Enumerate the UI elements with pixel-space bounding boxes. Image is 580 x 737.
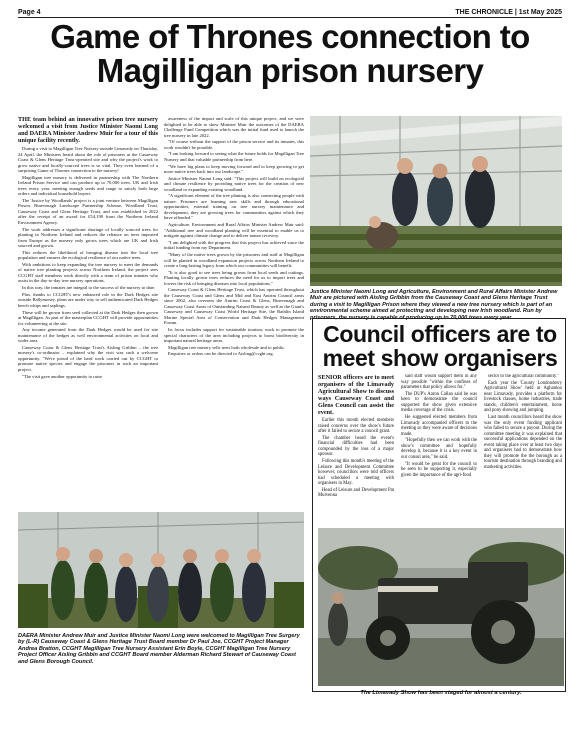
show-story-paragraph: "Hopefully then we can work with the show's committee and hopefully develop it, because it is a key event in our consul area," he said. <box>401 438 477 460</box>
masthead: THE CHRONICLE | 1st May 2025 <box>455 9 562 16</box>
show-story-paragraph: The chamber heard the event's financial difficulties had been compounded by the loss of a major sponsor. <box>318 435 394 458</box>
article-paragraph: "Many of the native trees grown by the prisoners and staff at Magilligan will be planted in woodland expansion projects across Northern Ireland to create a long-lasting legacy from which our communities will benefit. <box>164 252 304 268</box>
show-story-paragraph: Head of Leisure and Development Pat Mulvenna <box>318 487 394 499</box>
article-paragraph: Magilligan tree nursery is delivered in partnership with The Northern Ireland Prison Service and can produce up to 70,000 trees. UK and Irish trees every year, meeting enough seeds and range to satisfy both large orders and individual household buyers. <box>18 174 158 197</box>
article-paragraph: Any income generated from the Dark Hedges would be used for site maintenance of the hedges as well environmental activities on local and wider area. <box>18 327 158 344</box>
show-story-paragraph: sector to the agricultural community." <box>488 374 559 379</box>
article-paragraph: Causeway Coast & Glens Heritage Trust, which has operated throughout the Causeway Coast and Glens and Mid and East Antrim Council areas since 2002, also oversees the Antrim Coast & Glens, Binevenagh and Causeway Coast Areas of Outstanding Natural Beauty as well as the Giant's Causeway and Causeway Coast World Heritage Site, the Rathlin Island Marine Special Area of Conservation and Dark Hedges Management Forum. <box>164 287 304 326</box>
article-paragraph: "It is also good to see trees being grown from local seeds and cuttings. Planting locally grown trees reduces the need for us to import trees and lowers the risk of bringing diseases into local populations." <box>164 269 304 286</box>
article-paragraph: During a visit to Magilligan Tree Nursery outside Limavady on Thursday, 24 April, the Ministers heard about the role of prisoners at the Causeway Coast & Glens Heritage Trust-operated site and why the project's work to grow native and locally-sourced trees is so vital. They even learned of a surprising Game of Thrones connection to the nursery! <box>18 146 158 173</box>
page-header <box>18 6 562 18</box>
vintage-tractor-photo <box>318 528 564 686</box>
article-paragraph: These will be grown from seed collected at the Dark Hedges then grown at Magilligan. As part of the masterplan CCGHT will provide opportunities for volunteering at the site. <box>18 309 158 326</box>
article-paragraph: In this way, the inmates are integral to the success of the nursery to date. <box>22 285 156 291</box>
article-paragraph: Justice Minister Naomi Long said: "This project will build on ecological and climate resilience by providing native trees for the creation of new woodland or expanding existing woodland. <box>164 175 304 192</box>
main-headline: Game of Thrones connection to Magilligan prison nursery <box>50 18 530 89</box>
article-column-2 <box>164 116 304 510</box>
group-trees-caption: DAERA Minister Andrew Muir and Justice Minister Naomi Long were welcomed to Magilligan Tree Surgery by (L-R) Causeway Coast & Glens Heritage Trust Board member Dr Paul Joe, CCGHT Project Manager Andrea Bratton, CCGHT Magilligan Tree Nursery Assistant Erin Boyle, CCGHT Magilligan Tree Nursery Project Officer Aisling Gribbin and CCGHT Board member Alderman Richard Stewart of Causeway Coast and Glens Borough Council. <box>18 633 300 665</box>
show-story-paragraph: The DUP's Aaron Callan said he was keen to demonstrate the council supported the show given extensive media coverage of the crisis. <box>401 391 477 414</box>
article-paragraph: "I am looking forward to seeing what the future holds for Magilligan Tree Nursery and that valuable partnership from here. <box>164 151 304 162</box>
article-paragraph: With ambitions to keep expanding the tree nursery to meet the demands of native tree planting projects across Northern Ireland, the project sees CCGHT staff members work directly with a team of prison inmates who assist in the day-to-day tree nursery operations. <box>18 261 158 284</box>
article-paragraph: Magilligan tree nursery sells trees both wholesale and to public. <box>168 344 286 350</box>
article-paragraph: "The visit gave another opportunity to raise <box>22 373 102 379</box>
show-story-headline: Council officers are to meet show organisers <box>322 321 558 371</box>
page-number: Page 4 <box>18 9 41 16</box>
article-paragraph: Enquiries or orders can be directed to Aisling@ccght.org. <box>168 351 274 357</box>
article-paragraph: Its focus includes support for sustainable tourism, work to promote the special characters of the area including projects to boost biodiversity in important natural heritage areas. <box>164 327 304 344</box>
group-trees-photo <box>18 512 304 628</box>
greenhouse-photo <box>310 116 562 286</box>
show-story-paragraph: Earlier this month elected members raised concerns over the show's future after it failed to secure a council grant. <box>318 418 394 434</box>
show-story-paragraph: Last month councillors heard the show was the only event funding applicant who failed to secure a payout. During the committee meeting it was explained that successful applications depended on the event taking place over at least two days and organisers had to demonstrate how they will promote the the borough as a tourism destination through branding and marketing activities. <box>484 415 562 470</box>
show-story-column-1 <box>318 374 394 524</box>
show-story-paragraph: said staff would support them in any way possible "within the confines of parameters that policy allows for." <box>401 374 477 390</box>
vintage-tractor-caption: The Limavady Show has been staged for almost a century. <box>360 690 522 696</box>
article-paragraph: This reduces the likelihood of bringing disease into the local tree population and ensures the ecological resilience of our native trees. <box>18 249 158 261</box>
article-paragraph: Agriculture, Environment and Rural Affairs Minister Andrew Muir said: "Additional tree and woodland planting will be essential to enable us to mitigate against climate change and to deliver nature recovery. <box>164 222 304 239</box>
article-paragraph: "We have big plans to keep moving forward and to keep growing to get more native trees back into our landscape." <box>164 163 304 175</box>
show-story-paragraph: "It would be great for the council to be seen to be supporting it, especially given the importance of the agri-food <box>401 461 477 478</box>
greenhouse-caption: Justice Minister Naomi Long and Agriculture, Environment and Rural Affairs Minister Andrew Muir are pictured with Aisling Gribbin from the Causeway Coast and Glens Heritage Trust during a visit to Magilligan Prison where they viewed a new tree nursery which is part of an environmental scheme aimed at protecting and developing new Irish woodland. Run by prisoners, the nursery is capable of producing up to 70,000 trees every year. <box>310 289 558 321</box>
show-story-column-3 <box>484 374 562 524</box>
article-paragraph: The 'Justice by Woodlands' project is a joint venture between Magilligan Prison, Binevenagh Landscape Partnership Scheme, Woodland Trust, Causeway Coast and Glens Heritage Trust, and was established in 2022 after the receipt of an award for £54,190 from the Northern Ireland Environment Agency. <box>18 197 158 225</box>
show-story-paragraph: Each year the 'County Londonderry Agricultural Show' held at Aghanloo near Limavady, provides a platform for livestock classes, home industries, trade stands, children's entertainment, horse and pony showing and jumping. <box>484 380 562 414</box>
show-story-column-2 <box>401 374 477 524</box>
article-paragraph: Plus, thanks to CCGHT's new enhanced role in the Dark Hedges site outside Ballymoney, plans are under way to sell authenticated Dark Hedges beech whips and saplings. <box>18 291 158 308</box>
article-lead: THE team behind an innovative prison tree nursery welcomed a visit from Justice Minister Naomi Long and DAERA Minister Andrew Muir for a tour of this unique facility recently. <box>18 116 158 144</box>
article-paragraph: "Of course without the support of the prison service and its inmates, this work wouldn't be possible. <box>164 139 304 150</box>
article-paragraph: Causeway Coast & Glens Heritage Trust's Aisling Gribbin – the tree nursery's co-ordinator – explained why the visit was such a welcome opportunity. "We're proud of the hard work carried out by CCGHT to promote native species and engage the prisoners in such an important project. <box>18 344 158 372</box>
article-paragraph: "I am delighted with the progress that this project has achieved since the initial funding from my Department. <box>164 239 304 251</box>
article-column-1 <box>18 116 158 510</box>
show-story-lead: SENIOR officers are to meet organisers of the Limavady Agricultural Show to discuss ways Causeway Coast and Glens Council can assist the event. <box>318 374 394 416</box>
article-paragraph: awareness of the impact and scale of this unique project, and we were delighted to be able to show Minister Muir the outcomes of the DAERA Challenge Fund Competition which was the initial fund used to launch the tree nursery in late 2022. <box>164 116 304 138</box>
article-paragraph: "A significant element of the tree planting is also connecting people with nature. Prisoners are learning new skills and through educational opportunities, external training on tree nursery maintenance and development, they are growing trees for communities against which they have offended." <box>164 193 304 221</box>
article-paragraph: The work addresses a significant shortage of locally sourced trees for planting in Northern Ireland and reduces the reliance on trees imported from Europe as the nursery only grows trees which are UK and Irish sourced and grown. <box>18 226 158 249</box>
show-story-paragraph: Following this month's meeting of the Leisure and Development Committee however, councillors were told officers had scheduled a meeting with organisers in May. <box>318 459 394 487</box>
show-story-paragraph: He suggested elected members from Limavady accompanied officers to the meeting so they were aware of decisions made. <box>401 415 477 437</box>
